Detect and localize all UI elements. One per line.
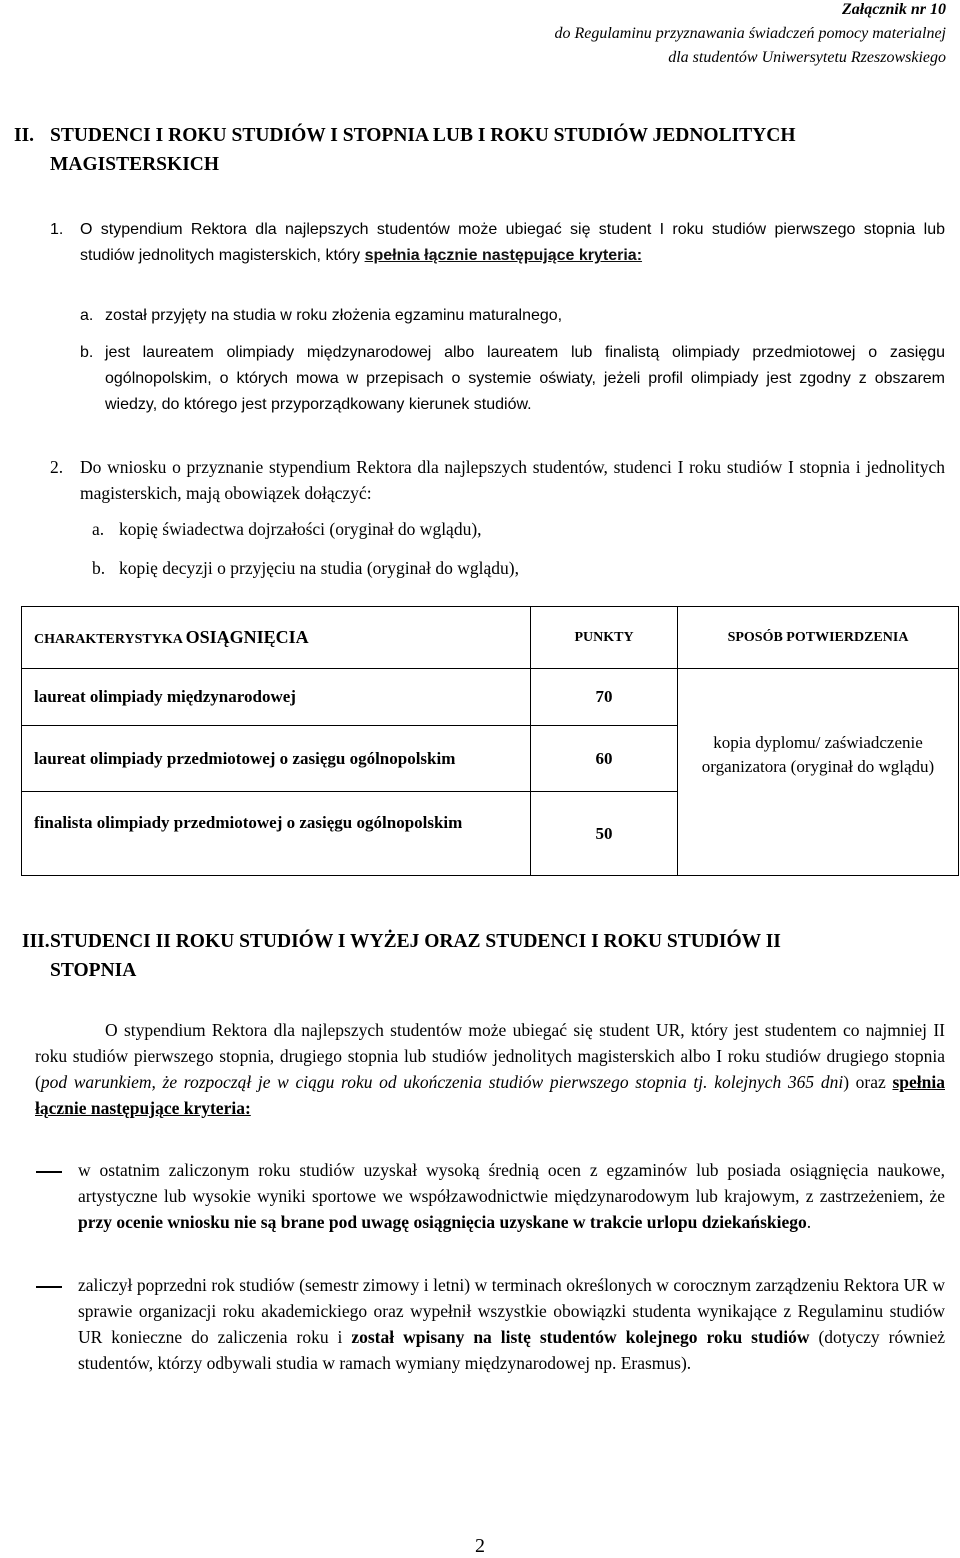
bullet-2-bold: został wpisany na listę studentów kolejnego roku studiów <box>351 1327 810 1347</box>
item-1-criteria-emphasis: spełnia łącznie następujące kryteria: <box>364 247 643 264</box>
annex-regulation-line: do Regulaminu przyznawania świadczeń pomocy materialnej <box>554 25 946 42</box>
row-3-label: finalista olimpiady przedmiotowej o zasięgu ogólnopolskim <box>22 792 531 876</box>
section-2-title <box>50 121 950 179</box>
table-header-row <box>22 607 959 669</box>
dash-bullet-icon <box>36 1286 62 1288</box>
item-1-number: 1. <box>50 221 64 238</box>
section-2-number: II. <box>14 125 35 146</box>
bullet-1-body: w ostatnim zaliczonym roku studiów uzyskał wysoką średnią ocen z egzaminów lub posiada osiągnięcia naukowe, artystyczne lub wysokie wyniki sportowe we współzawodnictwie międzynarodowym lub krajowym, z zastrzeżeniem, że <box>78 1160 945 1206</box>
section-2-title-line2: MAGISTERSKICH <box>50 154 220 175</box>
section-3-paragraph-condition: pod warunkiem, że rozpoczął je w ciągu roku od ukończenia studiów pierwszego stopnia tj. kolejnych 365 dni <box>40 1072 844 1092</box>
row-2-points: 60 <box>531 726 678 792</box>
header-proof: SPOSÓB POTWIERDZENIA <box>678 607 959 669</box>
item-1b-label: b. <box>80 344 94 361</box>
dash-bullet-icon <box>36 1171 62 1173</box>
bullet-2-body: zaliczył poprzedni rok studiów (semestr zimowy i letni) w terminach określonych w corocznym zarządzeniu Rektora UR w sprawie organizacji roku akademickiego oraz wypełnił wszystkie obowiązki studenta wynikające z Regulaminu studiów UR konieczne do zaliczenia roku i <box>78 1275 945 1347</box>
section-3-paragraph-body: O stypendium Rektora dla najlepszych studentów może ubiegać się student UR, który jest studentem co najmniej II roku studiów pierwszego stopnia, drugiego stopnia lub studiów jednolitych magisterskich albo I roku studiów drugiego stopnia ( <box>35 1020 945 1092</box>
annex-number: Załącznik nr 10 <box>841 1 946 18</box>
item-1b-text: jest laureatem olimpiady międzynarodowej albo laureatem lub finalistą olimpiady przedmiotowej o zasięgu ogólnopolskim, o których mowa w przepisach o systemie oświaty, jeżeli profil olimpiady jest zgodny z obszarem wiedzy, do którego jest przyporządkowany kierunek studiów. <box>105 344 945 413</box>
row-1-points: 70 <box>531 669 678 726</box>
section-3-title-line2: STOPNIA <box>50 960 137 981</box>
section-3-paragraph-mid: ) oraz <box>843 1072 893 1092</box>
item-1-body: O stypendium Rektora dla najlepszych studentów może ubiegać się student I roku studiów pierwszego stopnia lub studiów jednolitych magisterskich, który <box>80 221 945 264</box>
section-3-paragraph <box>35 1017 945 1121</box>
proof-cell: kopia dyplomu/ zaświadczenie organizatora (oryginał do wglądu) <box>678 669 959 876</box>
row-3-points: 50 <box>531 792 678 876</box>
bullet-2-text <box>78 1272 945 1376</box>
bullet-2-end: (dotyczy również studentów, którzy odbywali studia w ramach wymiany międzynarodowej np. Erasmus). <box>78 1327 945 1373</box>
page-number: 2 <box>475 1535 485 1557</box>
item-2b-text: kopię decyzji o przyjęciu na studia (oryginał do wglądu), <box>119 558 519 578</box>
item-1a-text: został przyjęty na studia w roku złożenia egzaminu maturalnego, <box>105 307 563 324</box>
table-row <box>22 669 959 726</box>
bullet-1-end: . <box>806 1212 812 1232</box>
header-achievement <box>22 607 531 669</box>
header-achievement-small: CHARAKTERYSTYKA <box>34 632 186 647</box>
item-2b-label: b. <box>92 558 106 578</box>
section-3-criteria-emphasis: spełnia łącznie następujące kryteria: <box>35 1072 945 1118</box>
item-2a-text: kopię świadectwa dojrzałości (oryginał do wglądu), <box>119 519 482 539</box>
header-achievement-big: OSIĄGNIĘCIA <box>185 627 309 647</box>
item-1a-label: a. <box>80 307 94 324</box>
header-points: PUNKTY <box>531 607 678 669</box>
criteria-table <box>21 606 959 876</box>
annex-university-line: dla studentów Uniwersytetu Rzeszowskiego <box>668 49 946 66</box>
item-1-text <box>80 217 945 269</box>
row-2-label: laureat olimpiady przedmiotowej o zasięgu ogólnopolskim <box>22 726 531 792</box>
bullet-1-text <box>78 1157 945 1235</box>
item-2a-label: a. <box>92 519 105 539</box>
section-3-number: III. <box>22 931 50 952</box>
section-3-title <box>50 927 945 985</box>
row-1-label: laureat olimpiady międzynarodowej <box>22 669 531 726</box>
bullet-1-bold: przy ocenie wniosku nie są brane pod uwagę osiągnięcia uzyskane w trakcie urlopu dziekańskiego <box>78 1212 807 1232</box>
section-2-title-line1: STUDENCI I ROKU STUDIÓW I STOPNIA LUB I ROKU STUDIÓW JEDNOLITYCH <box>50 125 796 146</box>
item-2-text: Do wniosku o przyznanie stypendium Rektora dla najlepszych studentów, studenci I roku studiów I stopnia i jednolitych magisterskich, mają obowiązek dołączyć: <box>80 457 945 503</box>
item-2-number: 2. <box>50 457 64 477</box>
section-3-title-line1: STUDENCI II ROKU STUDIÓW I WYŻEJ ORAZ STUDENCI I ROKU STUDIÓW II <box>50 931 781 952</box>
